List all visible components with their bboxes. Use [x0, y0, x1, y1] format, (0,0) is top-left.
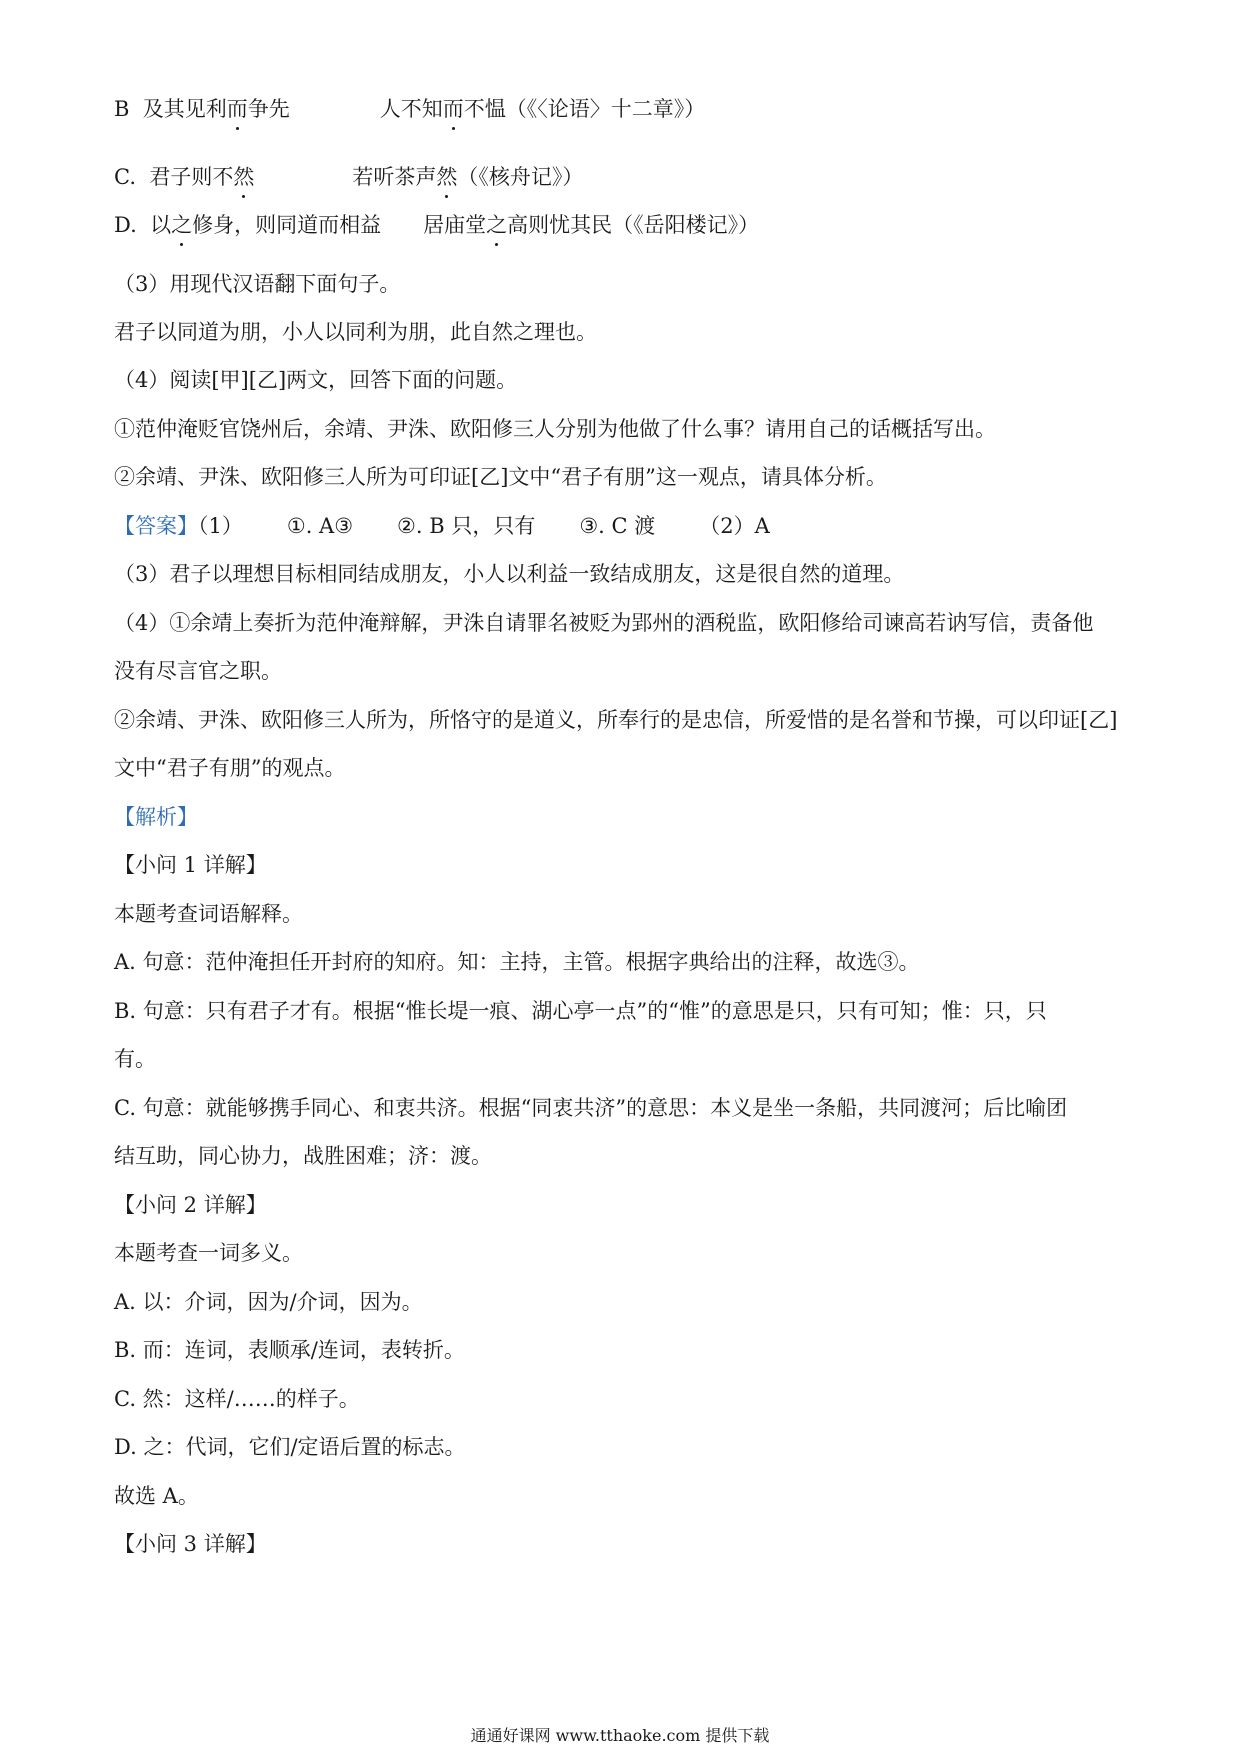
emphasis-mark: 而 — [226, 97, 248, 121]
subq2-b: B. 而：连词，表顺承/连词，表转折。 — [114, 1338, 465, 1362]
answer-line-5a: ②余靖、尹洙、欧阳修三人所为，所恪守的是道义，所奉行的是忠信，所爱惜的是名誉和节操，可以印证[乙] — [114, 708, 1118, 732]
q3-sentence: 君子以同道为朋，小人以同利为朋，此自然之理也。 — [114, 320, 597, 344]
subq1-a: A. 句意：范仲淹担任开封府的知府。知：主持，主管。根据字典给出的注释，故选③。 — [114, 950, 920, 974]
emphasis-mark: 之 — [171, 213, 193, 237]
subq2-c: C. 然：这样/……的样子。 — [114, 1387, 360, 1411]
subq1-intro: 本题考查词语解释。 — [114, 902, 303, 926]
subq2-a: A. 以：介词，因为/介词，因为。 — [114, 1290, 423, 1314]
subq1-b1: B. 句意：只有君子才有。根据“惟长堤一痕、湖心亭一点”的“惟”的意思是只，只有可知；惟：只，只 — [114, 999, 1047, 1023]
q4-item-2: ②余靖、尹洙、欧阳修三人所为可印证[乙]文中“君子有朋”这一观点，请具体分析。 — [114, 465, 887, 489]
answer-line-5b: 文中“君子有朋”的观点。 — [114, 756, 346, 780]
answer-line-3: （3）君子以理想目标相同结成朋友，小人以利益一致结成朋友，这是很自然的道理。 — [114, 562, 905, 586]
emphasis-mark: 而 — [442, 97, 464, 121]
emphasis-mark: 然 — [436, 165, 458, 189]
q3-title: （3）用现代汉语翻下面句子。 — [114, 272, 401, 296]
subq2-intro: 本题考查一词多义。 — [114, 1241, 303, 1265]
answer-line-4b: 没有尽言官之职。 — [114, 659, 282, 683]
subq1-b2: 有。 — [114, 1047, 156, 1071]
option-b: B 及其见利而争先 人不知而不愠（《〈论语〉十二章》） — [114, 97, 706, 121]
q4-item-1: ①范仲淹贬官饶州后，余靖、尹洙、欧阳修三人分别为他做了什么事？请用自己的话概括写出。 — [114, 417, 996, 441]
option-d: D. 以之修身，则同道而相益 居庙堂之高则忧其民（《岳阳楼记》） — [114, 213, 760, 237]
subq2-title: 【小问 2 详解】 — [114, 1193, 267, 1217]
subq2-conclusion: 故选 A。 — [114, 1484, 199, 1508]
answer-tag: 【答案】 — [114, 514, 198, 538]
option-label: D. — [114, 213, 137, 237]
emphasis-mark: 然 — [233, 165, 255, 189]
q4-title: （4）阅读[甲][乙]两文，回答下面的问题。 — [114, 368, 518, 392]
analysis-tag: 【解析】 — [114, 805, 198, 829]
option-c: C. 君子则不然 若听茶声然（《核舟记》） — [114, 165, 584, 189]
subq1-c1: C. 句意：就能够携手同心、和衷共济。根据“同衷共济”的意思：本义是坐一条船，共同渡河；后比喻团 — [114, 1096, 1068, 1120]
emphasis-mark: 之 — [486, 213, 508, 237]
answer-line-4a: （4）①余靖上奏折为范仲淹辩解，尹洙自请罪名被贬为郢州的酒税监，欧阳修给司谏高若讷写信，责备他 — [114, 611, 1094, 635]
page-footer: 通通好课网 www.tthaoke.com 提供下载 — [470, 1726, 770, 1745]
option-label: B — [114, 97, 130, 121]
option-label: C. — [114, 165, 136, 189]
subq2-d: D. 之：代词，它们/定语后置的标志。 — [114, 1435, 466, 1459]
subq3-title: 【小问 3 详解】 — [114, 1532, 267, 1556]
subq1-title: 【小问 1 详解】 — [114, 853, 267, 877]
subq1-c2: 结互助，同心协力，战胜困难；济：渡。 — [114, 1144, 492, 1168]
answer-line-1: 【答案】（1） ①. A③ ②. B 只，只有 ③. C 渡 （2）A — [114, 514, 770, 538]
